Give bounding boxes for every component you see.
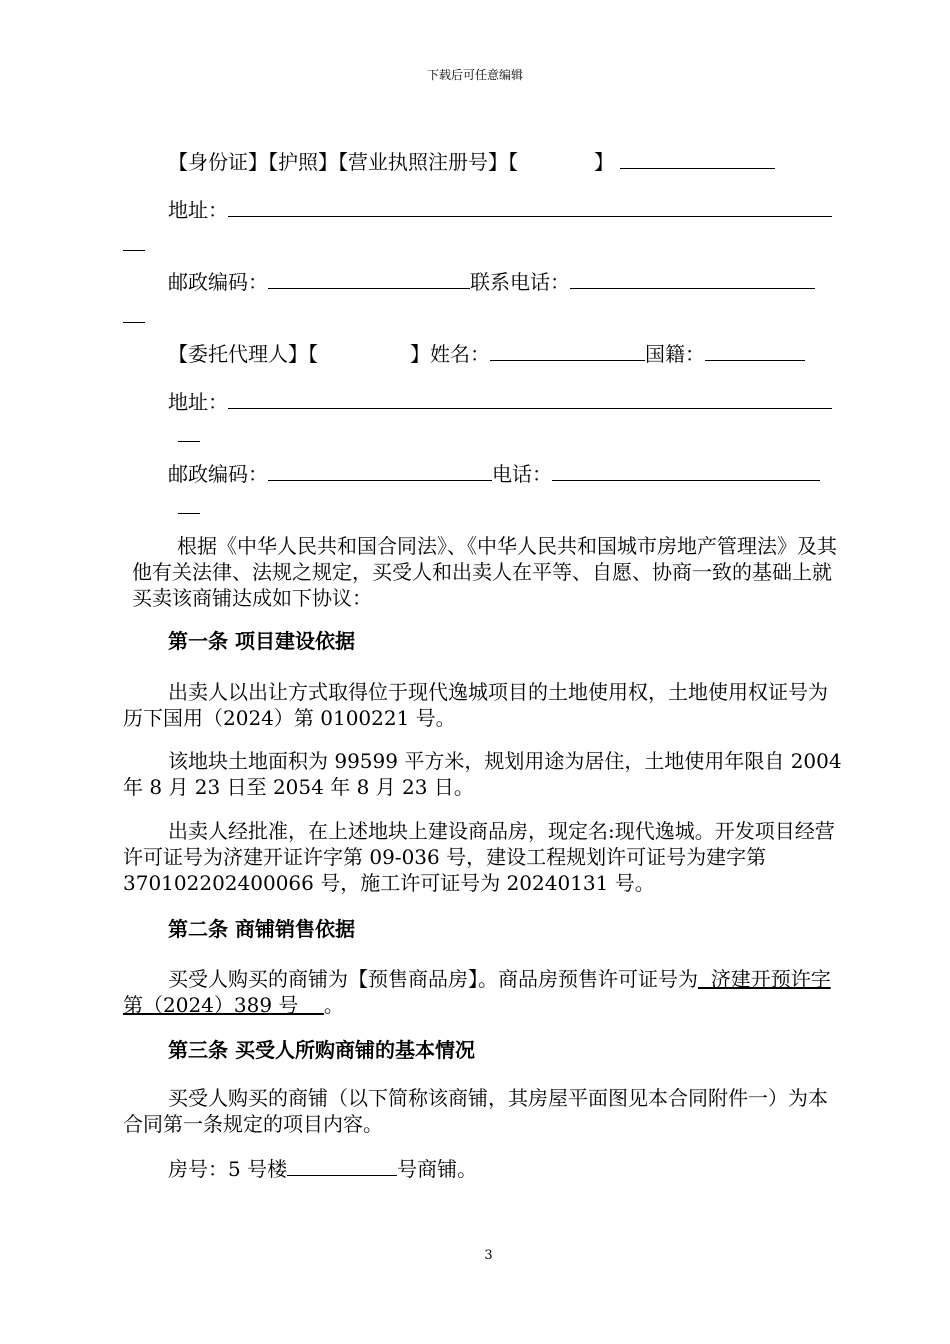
page-number: 3 (484, 1248, 493, 1263)
agent-bracket-close: 】 (410, 342, 430, 366)
presale-permit-number: 济建开预许字第（2024）389 号 (123, 967, 831, 1017)
agent-phone-label: 电话： (492, 462, 552, 486)
article1-p2: 该地块土地面积为 99599 平方米，规划用途为居住，土地使用年限自 2004 年 8 月 23 日至 2054 年 8 月 23 日。 (123, 749, 842, 799)
postcode-blank (268, 270, 470, 289)
page-header: 下载后可任意编辑 (426, 68, 523, 82)
agent-address-continuation (178, 427, 200, 446)
address-continuation (123, 236, 145, 255)
agent-phone-continuation (178, 499, 200, 518)
other-bracket-close: 】 (594, 150, 614, 174)
agent-address-line (168, 390, 832, 414)
id-card-option: 【身份证】 (168, 150, 268, 174)
agent-postcode-blank (268, 462, 492, 481)
article2-p1-prefix: 买受人购买的商铺为【预售商品房】。商品房预售许可证号为 (168, 967, 698, 991)
agent-nationality-label: 国籍： (645, 342, 705, 366)
intro-text: 根据《中华人民共和国合同法》、《中华人民共和国城市房地产管理法》及其他有关法律、法规之规定，买受人和出卖人在平等、自愿、协商一致的基础上就买卖该商铺达成如下协议： (132, 534, 837, 610)
agent-address-label: 地址： (168, 390, 228, 414)
agent-label: 【委托代理人】 (168, 342, 308, 366)
agent-postcode-phone-line (168, 462, 820, 486)
article2-p1-suffix: 。 (323, 993, 344, 1017)
contact-phone-blank (570, 270, 815, 289)
room-prefix: 房号：5 号楼 (168, 1157, 288, 1181)
intro-paragraph (87, 533, 848, 611)
business-license-option: 【营业执照注册号】 (338, 150, 508, 174)
agent-line (168, 342, 805, 366)
agent-postcode-label: 邮政编码： (168, 462, 268, 486)
article1-title: 第一条 项目建设依据 (168, 629, 355, 653)
room-number-blank (287, 1157, 397, 1176)
article3-p1: 买受人购买的商铺（以下简称该商铺，其房屋平面图见本合同附件一）为本合同第一条规定的项目内容。 (123, 1086, 828, 1136)
postcode-phone-line (168, 270, 815, 294)
postcode-label: 邮政编码： (168, 270, 268, 294)
other-bracket-open: 【 (508, 150, 518, 174)
agent-nationality-blank (705, 342, 805, 361)
room-suffix: 号商铺。 (397, 1157, 478, 1181)
agent-bracket-open: 【 (308, 342, 318, 366)
article2-p1 (123, 966, 843, 1018)
article2-title: 第二条 商铺销售依据 (168, 917, 355, 941)
seller-address-line (168, 198, 832, 222)
agent-name-label: 姓名： (430, 342, 490, 366)
passport-option: 【护照】 (268, 150, 338, 174)
room-number-line (168, 1157, 477, 1181)
agent-name-blank (490, 342, 645, 361)
article3-title: 第三条 买受人所购商铺的基本情况 (168, 1038, 475, 1062)
agent-phone-blank (552, 462, 820, 481)
agent-address-blank (228, 390, 832, 409)
article1-p3: 出卖人经批准，在上述地块上建设商品房，现定名:现代逸城。开发项目经营许可证号为济建开证许字第 09-036 号，建设工程规划许可证号为建字第 370102202400066 号，施工许可证号为 20240131 号。 (123, 819, 835, 895)
address-blank (228, 198, 832, 217)
address-label: 地址： (168, 198, 228, 222)
article1-p1: 出卖人以出让方式取得位于现代逸城项目的土地使用权，土地使用权证号为历下国用（2024）第 0100221 号。 (123, 680, 828, 730)
id-type-line (168, 150, 775, 174)
id-number-blank (620, 150, 775, 169)
phone-continuation (123, 308, 145, 327)
contact-phone-label: 联系电话： (470, 270, 570, 294)
